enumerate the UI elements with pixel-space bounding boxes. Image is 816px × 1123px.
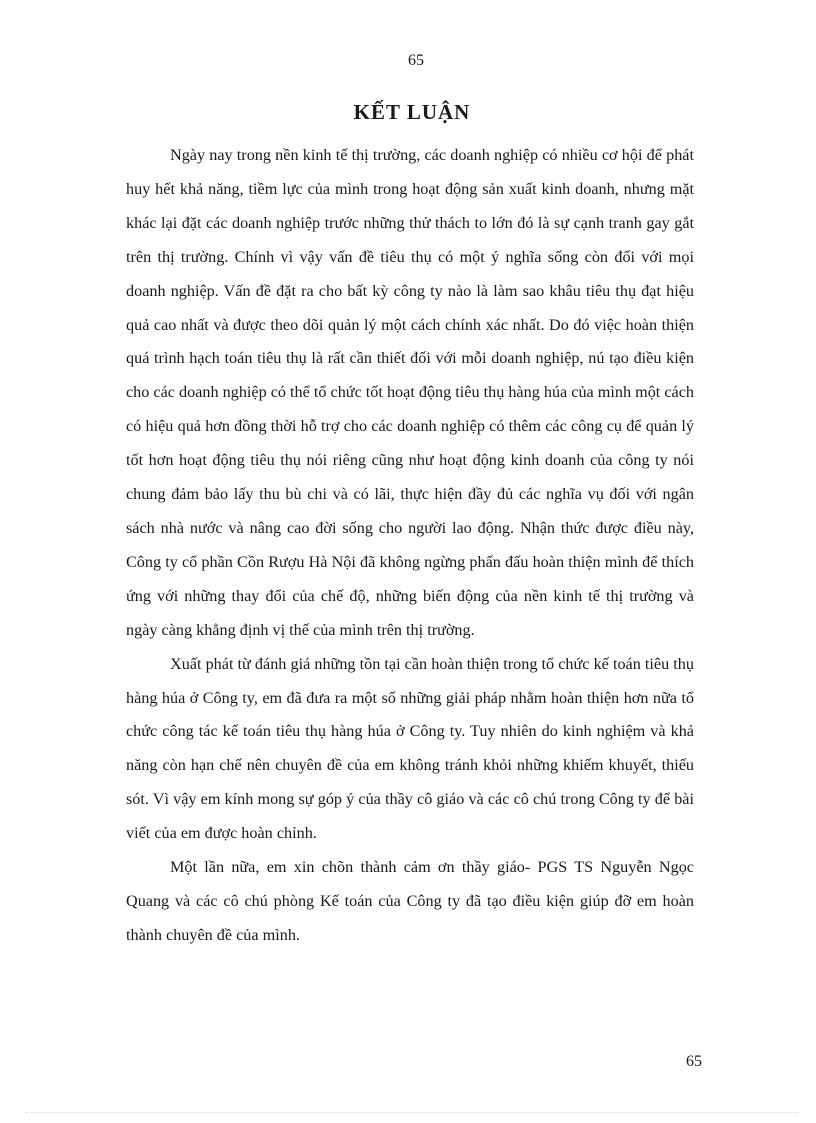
footer-divider [26, 1112, 798, 1113]
footer-page-number: 65 [686, 1053, 702, 1070]
header-page-number: 65 [408, 52, 424, 69]
paragraph-1: Ngày nay trong nền kinh tế thị trường, các doanh nghiệp có nhiều cơ hội để phát huy hết khả năng, tiềm lực của mình trong hoạt động sản xuất kinh doanh, nhưng mặt khác lại đặt các doanh nghiệp trước những thử thách to lớn đó là sự cạnh tranh gay gắt trên thị trường. Chính vì vậy vấn đề tiêu thụ có một ý nghĩa sống còn đối với mọi doanh nghiệp. Vấn đề đặt ra cho bất kỳ công ty nào là làm sao khâu tiêu thụ đạt hiệu quả cao nhất và được theo dõi quản lý một cách chính xác nhất. Do đó việc hoàn thiện quá trình hạch toán tiêu thụ là rất cần thiết đối với mỗi doanh nghiệp, nú tạo điều kiện cho các doanh nghiệp có thể tổ chức tốt hoạt động tiêu thụ hàng húa của mình một cách có hiệu quả hơn đồng thời hỗ trợ cho các doanh nghiệp có thêm các công cụ để quản lý tốt hơn hoạt động tiêu thụ nói riêng cũng như hoạt động kinh doanh của công ty nói chung đảm bảo lấy thu bù chi và có lãi, thực hiện đầy đủ các nghĩa vụ đối với ngân sách nhà nước và nâng cao đời sống cho người lao động. Nhận thức được điều này, Công ty cổ phần Cồn Rượu Hà Nội đã không ngừng phấn đấu hoàn thiện mình để thích ứng với những thay đổi của chế độ, những biến động của nền kinh tế thị trường và ngày càng khẳng định vị thế của mình trên thị trường. [126, 146, 694, 639]
paragraph-3: Một lần nữa, em xin chõn thành cảm ơn thầy giáo- PGS TS Nguyễn Ngọc Quang và các cô chú phòng Kế toán của Công ty đã tạo điều kiện giúp đỡ em hoàn thành chuyên đề của mình. [126, 858, 694, 944]
paragraph-2: Xuất phát từ đánh giá những tồn tại cần hoàn thiện trong tổ chức kế toán tiêu thụ hàng húa ở Công ty, em đã đưa ra một số những giải pháp nhằm hoàn thiện hơn nữa tổ chức công tác kế toán tiêu thụ hàng húa ở Công ty. Tuy nhiên do kinh nghiệm và khả năng còn hạn chế nên chuyên đề của em không tránh khỏi những khiếm khuyết, thiếu sót. Vì vậy em kính mong sự góp ý của thầy cô giáo và các cô chú trong Công ty để bài viết của em được hoàn chỉnh. [126, 654, 694, 843]
document-title: KẾT LUẬN [353, 100, 471, 124]
document-body [126, 139, 694, 953]
